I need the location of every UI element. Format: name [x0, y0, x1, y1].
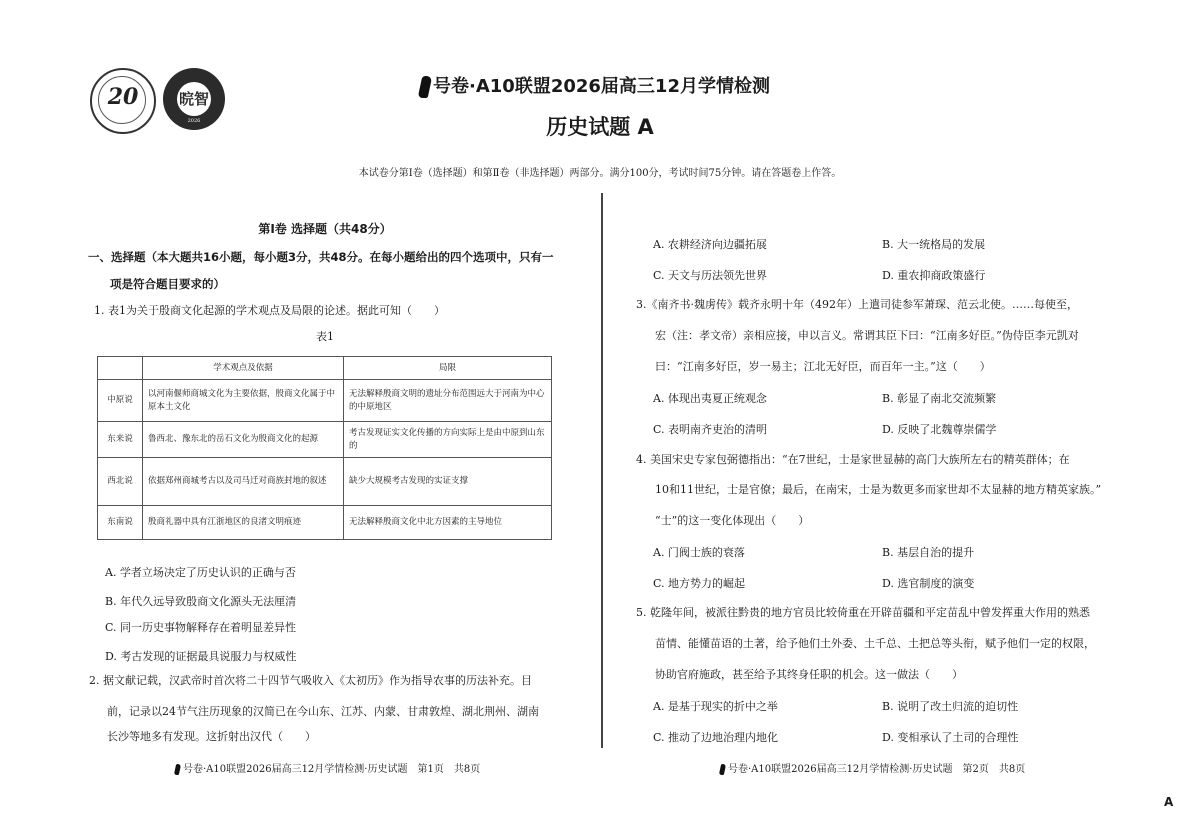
page-footer-left: [175, 760, 480, 775]
q1-option-b: B. 年代久远导致殷商文化源头无法厘清: [105, 595, 297, 608]
q5-line-1: 5. 乾隆年间，被派往黔贵的地方官员比较倚重在开辟苗疆和平定苗乱中曾发挥重大作用的熟悉: [636, 606, 1090, 619]
q4-option-d: D. 选官制度的演变: [882, 577, 975, 590]
table-cell-key: 西北说: [98, 458, 143, 506]
q4-option-b: B. 基层自治的提升: [882, 546, 975, 559]
q1-option-a: A. 学者立场决定了历史认识的正确与否: [105, 566, 296, 579]
table-cell-limit: 无法解释殷商文明的遗址分布范围远大于河南为中心的中原地区: [344, 380, 552, 422]
q2-option-a: A. 农耕经济向边疆拓展: [653, 238, 767, 251]
table-cell-basis: 鲁西北、豫东北的岳石文化为殷商文化的起源: [143, 422, 344, 458]
page-footer-right: [720, 760, 1025, 775]
footer-text: ·A10联盟2026届高三12月学情检测·历史试题 第2页 共8页: [748, 764, 1026, 775]
q1-option-c: C. 同一历史事物解释存在着明显差异性: [105, 621, 297, 634]
brush-icon: [418, 76, 433, 98]
q2-option-d: D. 重农抑商政策盛行: [882, 269, 986, 282]
table-cell-limit: 缺少大规模考古发现的实证支撑: [344, 458, 552, 506]
table-cell-basis: 以河南偃师商城文化为主要依据，殷商文化属于中原本土文化: [143, 380, 344, 422]
table-header: 局限: [344, 357, 552, 380]
exam-title: [420, 72, 770, 98]
q3-option-d: D. 反映了北魏尊崇儒学: [882, 423, 997, 436]
instruction-line-2: 项是符合题目要求的）: [110, 277, 225, 291]
q4-line-3: “士”的这一变化体现出（ ）: [655, 514, 810, 527]
q3-option-c: C. 表明南齐吏治的清明: [653, 423, 768, 436]
table-row: [98, 422, 552, 458]
table-cell-key: 东来说: [98, 422, 143, 458]
brush-icon: [174, 764, 181, 775]
q5-option-b: B. 说明了改土归流的迫切性: [882, 700, 1019, 713]
column-divider: [601, 193, 603, 748]
table-cell-key: 东南说: [98, 506, 143, 540]
q1-option-d: D. 考古发现的证据最具说服力与权威性: [105, 650, 297, 663]
version-mark: A: [1164, 795, 1174, 809]
exam-notice: 本试卷分第Ⅰ卷（选择题）和第Ⅱ卷（非选择题）两部分。满分100分，考试时间75分钟。请在答题卷上作答。: [358, 168, 842, 179]
q2-line-2: 前，记录以24节气注历现象的汉简已在今山东、江苏、内蒙、甘肃敦煌、湖北荆州、湖南: [107, 705, 539, 718]
table-header: 学术观点及依据: [143, 357, 344, 380]
q2-line-1: 2. 据文献记载，汉武帝时首次将二十四节气吸收入《太初历》作为指导农事的历法补充。目: [89, 674, 532, 687]
q2-line-3: 长沙等地多有发现。这折射出汉代（ ）: [107, 730, 316, 743]
table-row: [98, 458, 552, 506]
q5-option-c: C. 推动了边地治理内地化: [653, 731, 779, 744]
q5-option-d: D. 变相承认了土司的合理性: [882, 731, 1019, 744]
subject-title: 历史试题 A: [546, 115, 654, 139]
footer-text: ·A10联盟2026届高三12月学情检测·历史试题 第1页 共8页: [203, 764, 481, 775]
table-row: [98, 506, 552, 540]
q4-line-2: 10和11世纪，士是官僚；最后，在南宋，士是为数更多而家世却不太显赫的地方精英家族。”: [655, 483, 1102, 496]
q4-option-a: A. 门阀士族的衰落: [653, 546, 745, 559]
brush-icon: [719, 764, 726, 775]
q5-line-2: 苗情、能懂苗语的土著，给予他们土外委、土千总、土把总等头衔，赋予他们一定的权限，: [655, 637, 1095, 650]
q5-line-3: 协助官府施政，甚至给予其终身任职的机会。这一做法（ ）: [655, 668, 963, 681]
q3-option-b: B. 彰显了南北交流频繁: [882, 392, 997, 405]
q4-option-c: C. 地方势力的崛起: [653, 577, 746, 590]
table-row: [98, 380, 552, 422]
logo-year: 2026: [187, 118, 201, 124]
q3-line-2: 宏（注：孝文帝）亲相应接，申以言义。常谓其臣下曰：“江南多好臣。”伪侍臣李元凯对: [655, 329, 1079, 342]
footer-brand: 号卷: [183, 764, 203, 775]
brand-mark: 号卷: [433, 76, 469, 97]
viewpoint-table: [97, 356, 552, 540]
table-cell-limit: 考古发现证实文化传播的方向实际上是由中原到山东的: [344, 422, 552, 458]
logo-text: 晥智: [178, 90, 209, 108]
table-header-row: [98, 357, 552, 380]
q4-line-1: 4. 美国宋史专家包弼德指出：“在7世纪，士是家世显赫的高门大族所左右的精英群体；在: [636, 453, 1070, 466]
q2-option-c: C. 天文与历法领先世界: [653, 269, 768, 282]
section-title: 第Ⅰ卷 选择题（共48分）: [258, 222, 392, 236]
exam-title-text: ·A10联盟2026届高三12月学情检测: [469, 76, 770, 97]
table-cell-limit: 无法解释殷商文化中北方因素的主导地位: [344, 506, 552, 540]
q3-line-3: 曰：“江南多好臣，岁一易主；江北无好臣，而百年一主。”这（ ）: [655, 360, 991, 373]
q2-option-b: B. 大一统格局的发展: [882, 238, 986, 251]
q1-stem: 1. 表1为关于殷商文化起源的学术观点及局限的论述。据此可知（ ）: [94, 304, 445, 317]
q5-option-a: A. 是基于现实的折中之举: [653, 700, 778, 713]
q3-line-1: 3.《南齐书·魏虏传》载齐永明十年（492年）上遣司徒参军萧琛、范云北使。……每使至，: [636, 298, 1078, 311]
table-cell-basis: 依据郑州商城考古以及司马迁对商族封地的叙述: [143, 458, 344, 506]
footer-brand: 号卷: [728, 764, 748, 775]
q3-option-a: A. 体现出夷夏正统观念: [653, 392, 767, 405]
table-header-empty: [98, 357, 143, 380]
table-cell-key: 中原说: [98, 380, 143, 422]
seal-mark: 20: [107, 84, 139, 110]
instruction-line-1: 一、选择题（本大题共16小题，每小题3分，共48分。在每小题给出的四个选项中，只有一: [88, 250, 554, 264]
table-caption: 表1: [316, 330, 334, 343]
table-cell-basis: 殷商礼器中具有江浙地区的良渚文明痕迹: [143, 506, 344, 540]
